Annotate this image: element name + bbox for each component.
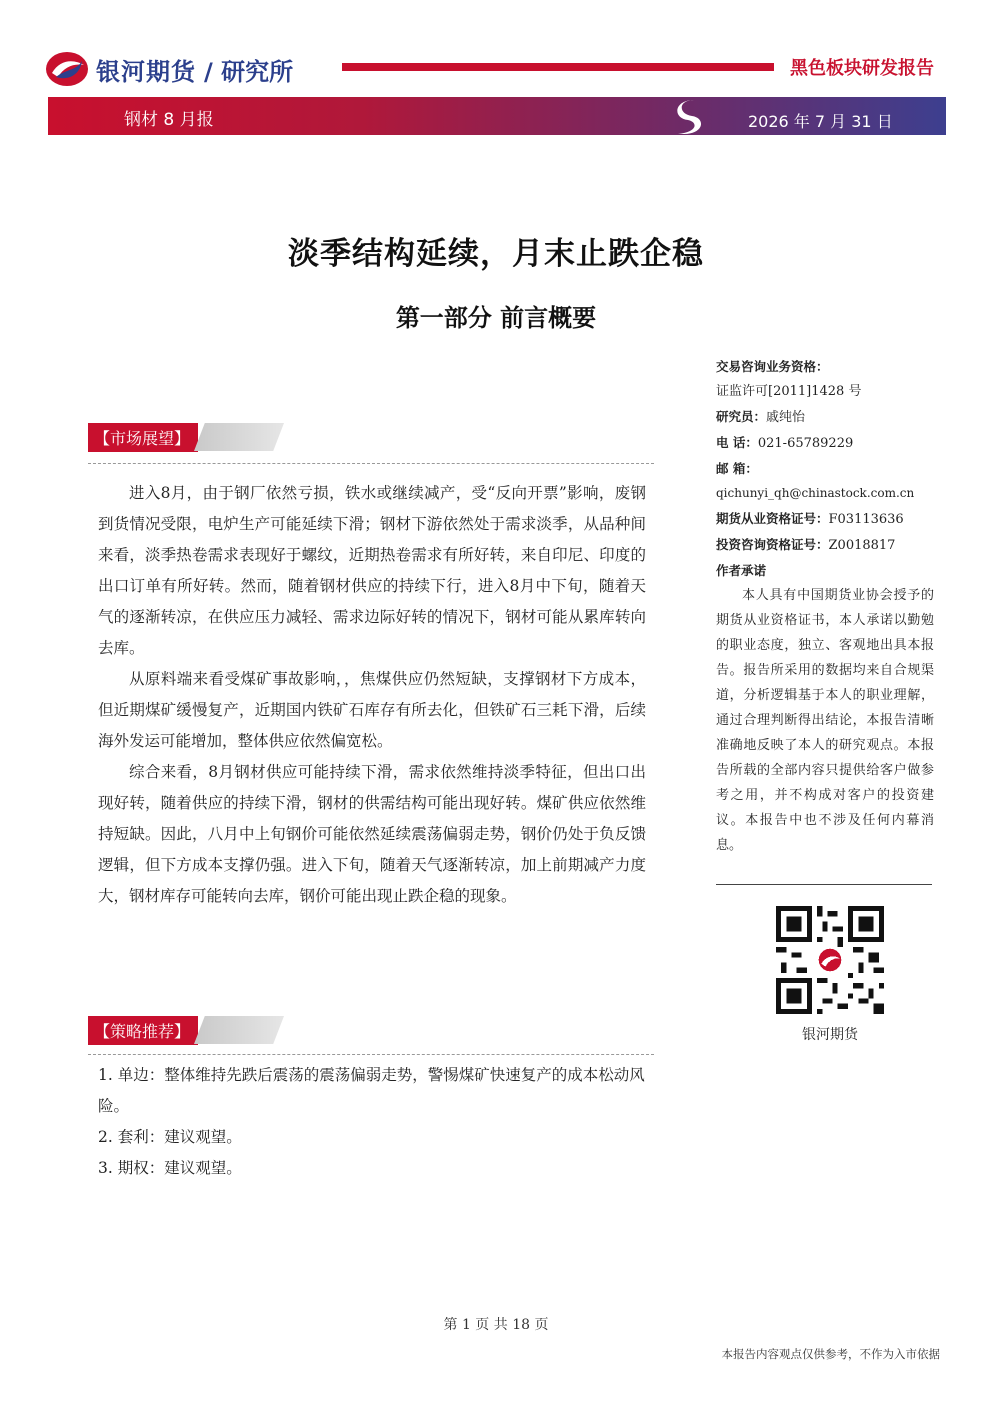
brand-name: 银河期货 — [96, 57, 196, 86]
email-label: 邮 箱： — [716, 461, 758, 476]
futures-cert-label: 期货从业资格证号： — [716, 511, 829, 526]
report-type: 黑色板块研发报告 — [790, 58, 934, 79]
galaxy-logo-icon — [44, 49, 90, 89]
market-outlook-tag: 【市场展望】 — [88, 423, 198, 452]
page-number: 第 1 页 共 18 页 — [443, 1317, 549, 1333]
report-name: 钢材 8 月报 — [124, 110, 214, 130]
divider — [88, 463, 654, 464]
list-item: 2. 套利：建议观望。 — [98, 1128, 242, 1146]
qr-code-icon[interactable] — [776, 906, 884, 1014]
phone-value: 021-65789229 — [757, 436, 854, 451]
invest-cert-label: 投资咨询资格证号： — [716, 537, 829, 552]
strategy-label — [88, 1016, 284, 1044]
divider — [88, 1054, 654, 1055]
division-name: / 研究所 — [204, 57, 294, 86]
list-item: 3. 期权：建议观望。 — [98, 1159, 242, 1177]
qualification-value: 证监许可[2011]1428 号 — [716, 384, 862, 399]
invest-cert-value: Z0018817 — [828, 538, 896, 553]
commitment-title: 作者承诺 — [716, 563, 767, 578]
page-title: 淡季结构延续，月末止跌企稳 — [288, 236, 704, 272]
label-decoration — [194, 423, 284, 451]
analyst-sidebar — [716, 354, 934, 858]
header-rule — [342, 63, 774, 71]
brand-logo — [44, 44, 293, 94]
qualification-title: 交易咨询业务资格： — [716, 359, 829, 374]
analyst-name: 戚纯怡 — [766, 410, 806, 425]
phone-label: 电 话： — [716, 435, 758, 450]
futures-cert-value: F03113636 — [828, 512, 904, 527]
strategy-list — [98, 1060, 646, 1184]
section-title: 第一部分 前言概要 — [395, 304, 597, 332]
disclaimer: 本报告内容观点仅供参考，不作为入市依据 — [721, 1347, 940, 1361]
report-date: 2026 年 7 月 31 日 — [748, 112, 893, 131]
paragraph: 从原料端来看受煤矿事故影响，，焦煤供应仍然短缺，支撑钢材下方成本，但近期煤矿缓慢复产，近期国内铁矿石库存有所去化，但铁矿石三耗下滑，后续海外发运可能增加，整体供应依然偏宽松。 — [98, 670, 646, 750]
analyst-label: 研究员： — [716, 409, 767, 424]
market-outlook-label — [88, 423, 284, 451]
commitment-text: 本人具有中国期货业协会授予的期货从业资格证书，本人承诺以勤勉的职业态度，独立、客观地出具本报告。报告所采用的数据均来自合规渠道，分析逻辑基于本人的职业理解，通过合理判断得出结论，本报告清晰准确地反映了本人的研究观点。本报告所载的全部内容只提供给客户做参考之用，并不构成对客户的投资建议。本报告中也不涉及任何内幕消息。 — [716, 588, 934, 853]
label-decoration — [194, 1016, 284, 1044]
sidebar-divider — [716, 884, 932, 885]
qr-caption: 银河期货 — [802, 1027, 858, 1043]
email-value[interactable]: qichunyi_qh@chinastock.com.cn — [716, 486, 915, 500]
market-outlook-body — [98, 478, 646, 912]
list-item: 1. 单边：整体维持先跌后震荡的震荡偏弱走势，警惕煤矿快速复产的成本松动风险。 — [98, 1066, 645, 1115]
swoosh-icon — [664, 96, 724, 138]
paragraph: 进入8月，由于钢厂依然亏损，铁水或继续减产，受“反向开票”影响，废钢到货情况受限，电炉生产可能延续下滑；钢材下游依然处于需求淡季，从品种间来看，淡季热卷需求表现好于螺纹，近期热卷需求有所好转，来自印尼、印度的出口订单有所好转。然而，随着钢材供应的持续下行，进入8月中下旬，随着天气的逐渐转凉，在供应压力减轻、需求边际好转的情况下，钢材可能从累库转向去库。 — [98, 484, 646, 657]
paragraph: 综合来看，8月钢材供应可能持续下滑，需求依然维持淡季特征，但出口出现好转，随着供应的持续下滑，钢材的供需结构可能出现好转。煤矿供应依然维持短缺。因此，八月中上旬钢价可能依然延续震荡偏弱走势，钢价仍处于负反馈逻辑，但下方成本支撑仍强。进入下旬，随着天气逐渐转凉，加上前期减产力度大，钢材库存可能转向去库，钢价可能出现止跌企稳的现象。 — [98, 763, 646, 905]
strategy-tag: 【策略推荐】 — [88, 1016, 198, 1045]
